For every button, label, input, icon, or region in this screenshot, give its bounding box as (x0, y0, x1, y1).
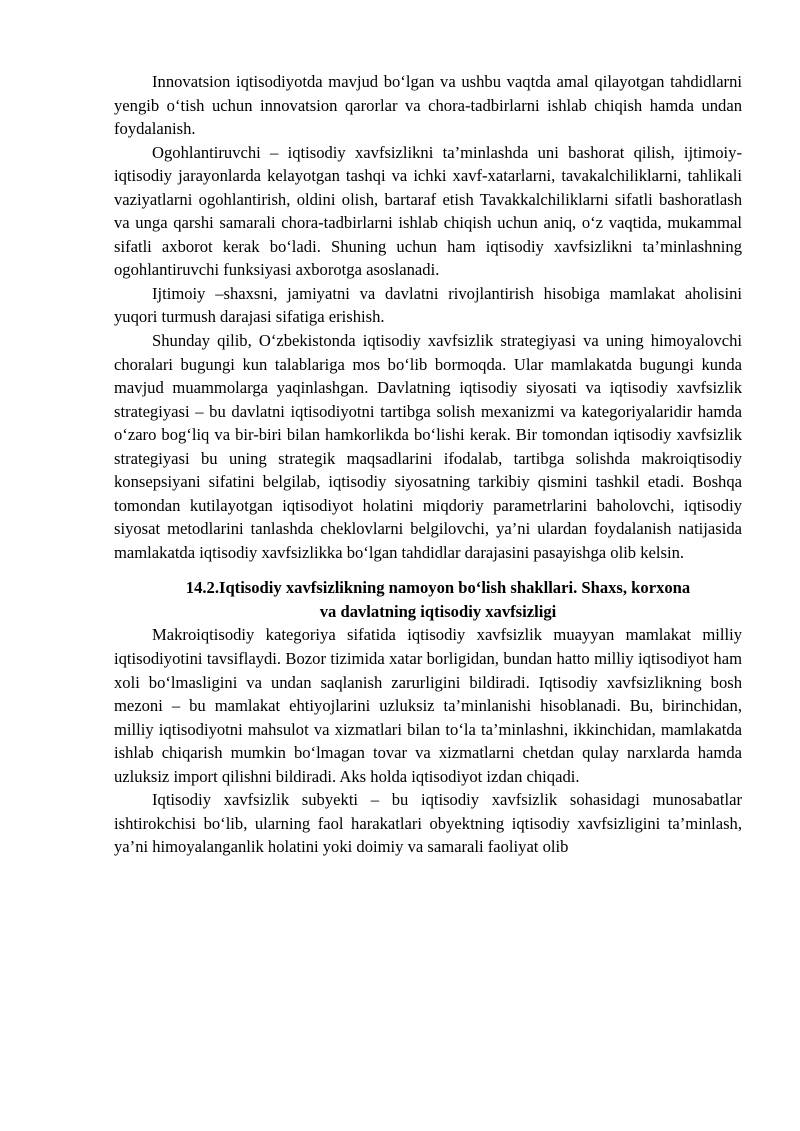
section-heading (114, 576, 742, 623)
paragraph-innovative: Innovatsion iqtisodiyotda mavjud bo‘lgan va ushbu vaqtda amal qilayotgan tahdidlarni yengib o‘tish uchun innovatsion qarorlar va chora-tadbirlarni ishlab chiqish hamda undan foydalanish. (114, 72, 742, 139)
paragraph-warning-function: Ogohlantiruvchi – iqtisodiy xavfsizlikni ta’minlashda uni bashorat qilish, ijtimoiy-iqtisodiy jarayonlarda kelayotgan tashqi va ichki xavf-xatarlarni, tavakalchiliklarni, tahlikali vaziyatlarni ogohlantirish, oldini olish, bartaraf etish Tavakkalchiliklarni sifatli bashoratlash va unga qarshi samarali chora-tadbirlarni ishlab chiqish uchun aniq, o‘z vaqtida, mukammal sifatli axborot kerak bo‘ladi. Shuning uchun ham iqtisodiy xavfsizlikni ta’minlashning ogohlantiruvchi funksiyasi axborotga asoslanadi. (114, 142, 742, 280)
paragraph-strategy: Shunday qilib, O‘zbekistonda iqtisodiy xavfsizlik strategiyasi va uning himoyalovchi choralari bugungi kun talablariga mos bo‘lib bormoqda. Ular mamlakatda bugungi kunda mavjud muammolarga yaqinlashgan. Davlatning iqtisodiy siyosati va iqtisodiy xavfsizlik strategiyasi – bu davlatni iqtisodiyotni tartibga solish mexanizmi va kategoriyalaridir hamda o‘zaro bog‘liq va bir-biri bilan hamkorlikda bo‘lishi kerak. Bir tomondan iqtisodiy xavfsizlik strategiyasi bu uning strategik maqsadlarini ifodalab, tartibga solishda makroiqtisodiy konsepsiyani sifatini belgilab, iqtisodiy siyosatning tarkibiy qismini tashkil etadi. Boshqa tomondan kutilayotgan iqtisodiyot holatini miqdoriy parametrlarini baholovchi, iqtisodiy siyosat metodlarini tanlashda cheklovlarni belgilovchi, ya’ni ulardan foydalanish natijasida mamlakatda iqtisodiy xavfsizlikka bo‘lgan tahdidlar darajasini pasayishga olib kelsin. (114, 331, 742, 562)
paragraph-social: Ijtimoiy –shaxsni, jamiyatni va davlatni rivojlantirish hisobiga mamlakat aholisini yuqori turmush darajasi sifatiga erishish. (114, 283, 742, 327)
paragraph-security-subject: Iqtisodiy xavfsizlik subyekti – bu iqtisodiy xavfsizlik sohasidagi munosabatlar ishtirokchisi bo‘lib, ularning faol harakatlari obyektning iqtisodiy xavfsizligini ta’minlash, ya’ni himoyalanganlik holatini yoki doimiy va samarali faoliyat olib (114, 790, 742, 857)
document-page (114, 70, 742, 859)
section-heading-line-2: va davlatning iqtisodiy xavfsizligi (319, 601, 557, 621)
paragraph-macroeconomic: Makroiqtisodiy kategoriya sifatida iqtisodiy xavfsizlik muayyan mamlakat milliy iqtisodiyotini tavsiflaydi. Bozor tizimida xatar borligidan, bundan hatto milliy iqtisodiyot ham xoli bo‘lmasligini va undan saqlanish zarurligini bildiradi. Iqtisodiy xavfsizlikning bosh mezoni – bu mamlakat ehtiyojlarini uzluksiz ta’minlanishi hisoblanadi. Bu, birinchidan, milliy iqtisodiyotni mahsulot va xizmatlari bilan to‘la ta’minlashni, ikkinchidan, mamlakatda ishlab chiqarish mumkin bo‘lmagan tovar va xizmatlarni chetdan qulay narxlarda hamda uzluksiz import qilishni bildiradi. Aks holda iqtisodiyot izdan chiqadi. (114, 625, 742, 786)
section-heading-line-1: 14.2.Iqtisodiy xavfsizlikning namoyon bo‘lish shakllari. Shaxs, korxona (185, 578, 691, 598)
